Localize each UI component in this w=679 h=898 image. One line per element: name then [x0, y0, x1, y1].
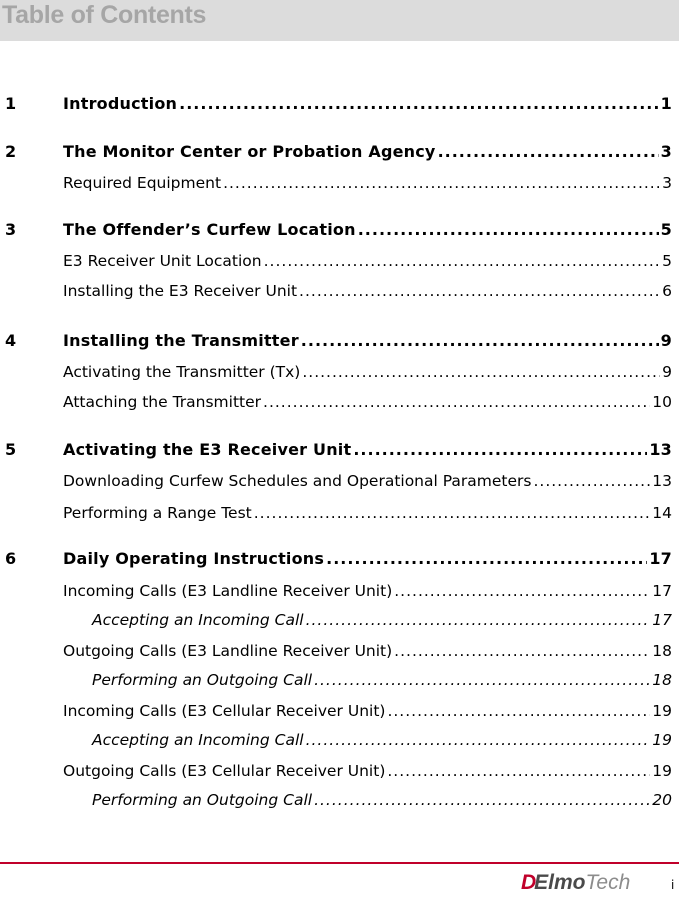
- toc-entry-title: Activating the Transmitter (Tx): [63, 363, 301, 381]
- toc-dot-leader: [387, 760, 650, 782]
- toc-entry-title: Incoming Calls (E3 Landline Receiver Unit): [63, 582, 393, 600]
- page-header: [0, 0, 679, 41]
- toc-entry-page: 18: [652, 671, 672, 689]
- toc-entry-section[interactable]: [0, 760, 672, 782]
- toc-entry-chapter[interactable]: [0, 548, 672, 570]
- toc-entry-subsection[interactable]: [0, 789, 672, 811]
- toc-entry-title: Performing an Outgoing Call: [92, 791, 313, 809]
- toc-dot-leader: [314, 669, 650, 691]
- toc-dot-leader: [306, 609, 651, 631]
- logo-text-elmo: Elmo: [534, 871, 586, 894]
- toc-entry-chapter[interactable]: [0, 93, 672, 115]
- toc-dot-leader: [387, 700, 650, 722]
- toc-entry-title: Performing an Outgoing Call: [92, 671, 313, 689]
- toc-dot-leader: [394, 640, 650, 662]
- toc-entry-section[interactable]: [0, 280, 672, 302]
- toc-dot-leader: [299, 280, 660, 302]
- page-number: i: [671, 878, 675, 892]
- toc-entry-number: 6: [5, 549, 17, 568]
- toc-entry-title: Installing the Transmitter: [63, 331, 299, 350]
- elmotech-logo: [521, 871, 661, 895]
- toc-entry-title: Incoming Calls (E3 Cellular Receiver Unit): [63, 702, 386, 720]
- toc-entry-chapter[interactable]: [0, 330, 672, 352]
- toc-dot-leader: [353, 439, 647, 461]
- toc-entry-section[interactable]: [0, 361, 672, 383]
- page-title: Table of Contents: [2, 1, 207, 29]
- toc-entry-page: 19: [652, 762, 672, 780]
- toc-entry-section[interactable]: [0, 470, 672, 492]
- toc-entry-page: 3: [662, 174, 672, 192]
- toc-entry-page: 17: [649, 549, 672, 568]
- toc-dot-leader: [438, 141, 659, 163]
- toc-entry-subsection[interactable]: [0, 729, 672, 751]
- toc-entry-section[interactable]: [0, 640, 672, 662]
- toc-entry-page: 18: [652, 642, 672, 660]
- toc-entry-page: 13: [649, 440, 672, 459]
- toc-entry-page: 17: [652, 582, 672, 600]
- toc-entry-title: Accepting an Incoming Call: [92, 611, 304, 629]
- toc-entry-page: 17: [652, 611, 672, 629]
- toc-entry-subsection[interactable]: [0, 609, 672, 631]
- toc-entry-title: Outgoing Calls (E3 Landline Receiver Unit): [63, 642, 393, 660]
- toc-entry-title: The Monitor Center or Probation Agency: [63, 142, 436, 161]
- toc-entry-section[interactable]: [0, 391, 672, 413]
- toc-entry-section[interactable]: [0, 580, 672, 602]
- toc-entry-page: 9: [660, 331, 672, 350]
- toc-dot-leader: [394, 580, 650, 602]
- toc-entry-page: 19: [652, 731, 672, 749]
- toc-entry-chapter[interactable]: [0, 141, 672, 163]
- toc-entry-page: 20: [652, 791, 672, 809]
- toc-entry-title: Required Equipment: [63, 174, 222, 192]
- toc-entry-page: 3: [660, 142, 672, 161]
- toc-entry-title: Attaching the Transmitter: [63, 393, 262, 411]
- toc-entry-page: 5: [660, 220, 672, 239]
- toc-entry-page: 1: [660, 94, 672, 113]
- toc-entry-title: The Offender’s Curfew Location: [63, 220, 356, 239]
- toc-entry-number: 5: [5, 440, 17, 459]
- toc-entry-section[interactable]: [0, 502, 672, 524]
- toc-dot-leader: [533, 470, 650, 492]
- toc-dot-leader: [302, 361, 660, 383]
- toc-dot-leader: [358, 219, 659, 241]
- toc-entry-title: Activating the E3 Receiver Unit: [63, 440, 352, 459]
- toc-entry-page: 5: [662, 252, 672, 270]
- toc-entry-section[interactable]: [0, 700, 672, 722]
- toc-entry-page: 19: [652, 702, 672, 720]
- footer-divider: [0, 862, 679, 864]
- toc-entry-subsection[interactable]: [0, 669, 672, 691]
- toc-dot-leader: [306, 729, 651, 751]
- toc-entry-section[interactable]: [0, 172, 672, 194]
- toc-entry-title: Installing the E3 Receiver Unit: [63, 282, 298, 300]
- toc-entry-title: Downloading Curfew Schedules and Operational Parameters: [63, 472, 532, 490]
- toc-dot-leader: [223, 172, 660, 194]
- toc-entry-page: 13: [652, 472, 672, 490]
- toc-dot-leader: [254, 502, 651, 524]
- toc-entry-page: 14: [652, 504, 672, 522]
- toc-entry-page: 9: [662, 363, 672, 381]
- toc-entry-title: Accepting an Incoming Call: [92, 731, 304, 749]
- toc-entry-number: 2: [5, 142, 17, 161]
- toc-entry-page: 6: [662, 282, 672, 300]
- toc-dot-leader: [263, 391, 650, 413]
- toc-entry-number: 3: [5, 220, 17, 239]
- toc-entry-title: E3 Receiver Unit Location: [63, 252, 262, 270]
- logo-mark-icon: D: [521, 871, 534, 894]
- toc-entry-title: Daily Operating Instructions: [63, 549, 325, 568]
- toc-entry-title: Outgoing Calls (E3 Cellular Receiver Unit): [63, 762, 386, 780]
- toc-entry-section[interactable]: [0, 250, 672, 272]
- toc-dot-leader: [301, 330, 659, 352]
- toc-dot-leader: [264, 250, 661, 272]
- toc-entry-number: 4: [5, 331, 17, 350]
- toc-entry-title: Introduction: [63, 94, 178, 113]
- toc-entry-page: 10: [652, 393, 672, 411]
- toc-dot-leader: [326, 548, 647, 570]
- logo-text-tech: Tech: [585, 871, 631, 894]
- toc-dot-leader: [179, 93, 659, 115]
- toc-entry-chapter[interactable]: [0, 219, 672, 241]
- toc-entry-title: Performing a Range Test: [63, 504, 252, 522]
- toc-dot-leader: [314, 789, 650, 811]
- toc-entry-chapter[interactable]: [0, 439, 672, 461]
- toc-entry-number: 1: [5, 94, 17, 113]
